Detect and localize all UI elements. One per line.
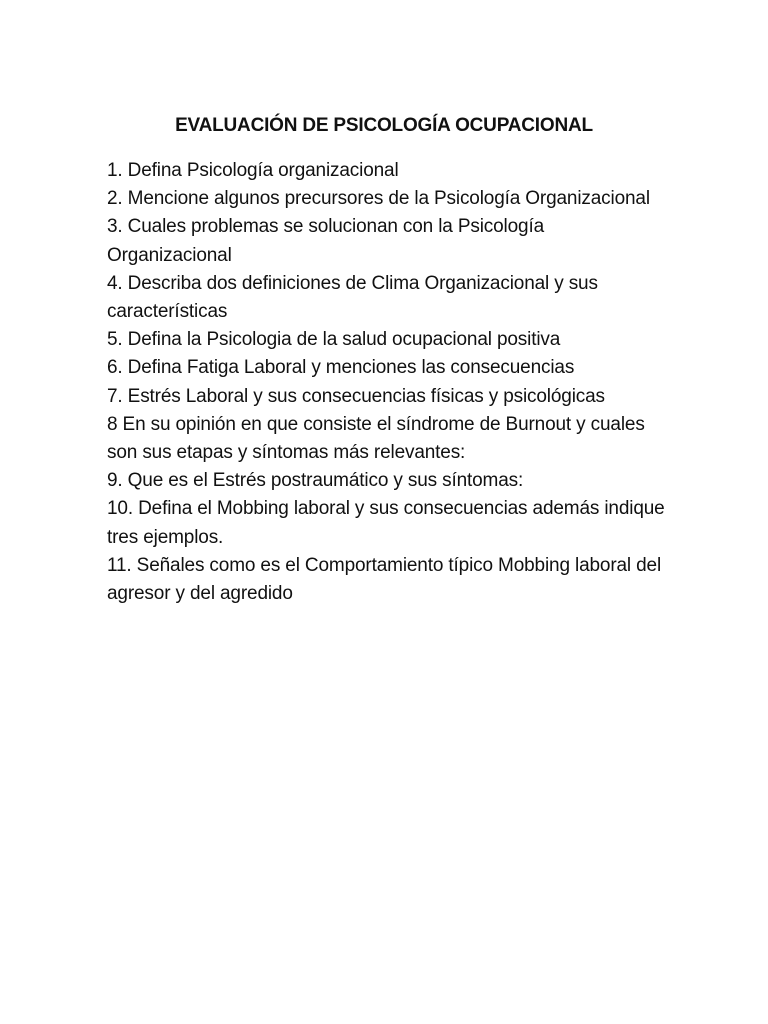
question-item: 4. Describa dos definiciones de Clima Organizacional y sus características — [107, 272, 598, 323]
question-item: 3. Cuales problemas se solucionan con la Psicología Organizacional — [107, 216, 544, 266]
question-item: 10. Defina el Mobbing laboral y sus consecuencias además indique tres ejemplos. — [107, 498, 665, 548]
question-item: 8 En su opinión en que consiste el síndrome de Burnout y cuales son sus etapas y síntomas más relevantes: — [107, 413, 645, 464]
question-item: 2. Mencione algunos precursores de la Psicología Organizacional — [107, 188, 650, 210]
question-item: 9. Que es el Estrés postraumático y sus síntomas: — [107, 470, 524, 492]
question-list — [107, 157, 667, 608]
question-item: 1. Defina Psicología organizacional — [107, 160, 399, 181]
question-item: 5. Defina la Psicologia de la salud ocupacional positiva — [107, 329, 561, 351]
question-item: 11. Señales como es el Comportamiento típico Mobbing laboral del agresor y del agredido — [107, 554, 662, 605]
question-item: 7. Estrés Laboral y sus consecuencias físicas y psicológicas — [107, 385, 605, 407]
question-item: 6. Defina Fatiga Laboral y menciones las consecuencias — [107, 357, 575, 379]
document-title: EVALUACIÓN DE PSICOLOGÍA OCUPACIONAL — [175, 115, 593, 136]
